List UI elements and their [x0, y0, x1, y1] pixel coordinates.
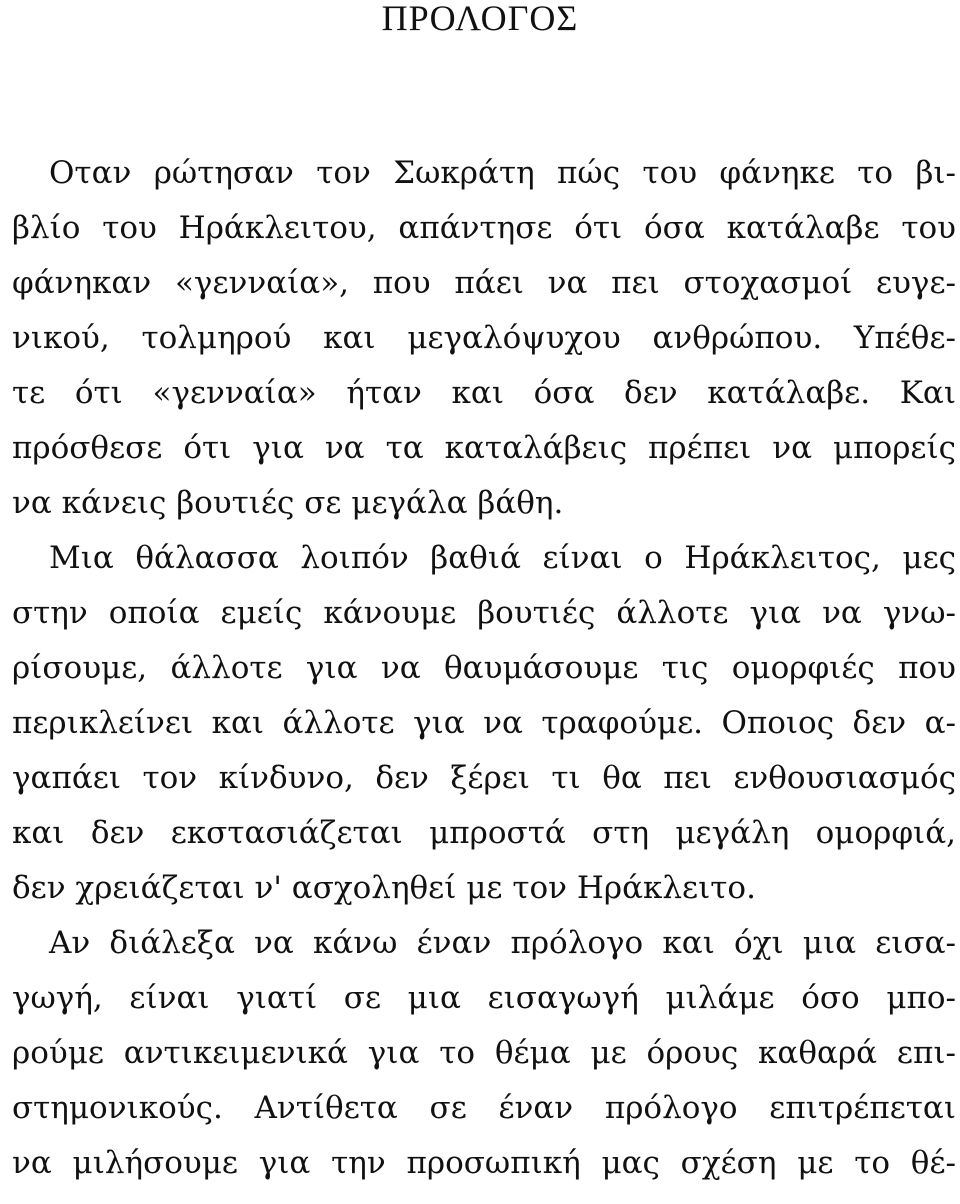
text-line: Μια θάλασσα λοιπόν βαθιά είναι ο Ηράκλειτος, μες: [49, 540, 956, 576]
page-title: ΠΡΟΛΟΓΟΣ: [381, 0, 579, 38]
text-line: Οταν ρώτησαν τον Σωκράτη πώς του φάνηκε το βι-: [49, 155, 956, 191]
prologue-text: [12, 146, 956, 1191]
text-line: τε ότι «γενναία» ήταν και όσα δεν κατάλαβε. Και: [12, 375, 956, 411]
text-line: Αν διάλεξα να κάνω έναν πρόλογο και όχι μια εισα-: [49, 925, 956, 961]
text-line: να μιλήσουμε για την προσωπική μας σχέση με το θέ-: [12, 1145, 956, 1181]
text-line: γωγή, είναι γιατί σε μια εισαγωγή μιλάμε όσο μπο-: [12, 980, 956, 1016]
text-line: φάνηκαν «γενναία», που πάει να πει στοχασμοί ευγε-: [12, 265, 956, 301]
text-line: ρούμε αντικειμενικά για το θέμα με όρους καθαρά επι-: [12, 1035, 956, 1071]
text-line: δεν χρειάζεται ν' ασχοληθεί με τον Ηράκλειτο.: [12, 870, 756, 906]
text-line: νικού, τολμηρού και μεγαλόψυχου ανθρώπου. Υπέθε-: [12, 320, 956, 356]
text-line: πρόσθεσε ότι για να τα καταλάβεις πρέπει να μπορείς: [12, 430, 956, 466]
text-line: στημονικούς. Αντίθετα σε έναν πρόλογο επιτρέπεται: [12, 1090, 956, 1126]
text-line: και δεν εκστασιάζεται μπροστά στη μεγάλη ομορφιά,: [12, 815, 956, 851]
text-line: στην οποία εμείς κάνουμε βουτιές άλλοτε για να γνω-: [12, 595, 956, 631]
text-line: περικλείνει και άλλοτε για να τραφούμε. Οποιος δεν α-: [12, 705, 956, 741]
text-line: γαπάει τον κίνδυνο, δεν ξέρει τι θα πει ενθουσιασμός: [12, 760, 956, 796]
text-line: βλίο του Ηράκλειτου, απάντησε ότι όσα κατάλαβε του: [12, 210, 956, 246]
text-line: να κάνεις βουτιές σε μεγάλα βάθη.: [12, 485, 564, 521]
text-line: ρίσουμε, άλλοτε για να θαυμάσουμε τις ομορφιές που: [12, 650, 956, 686]
